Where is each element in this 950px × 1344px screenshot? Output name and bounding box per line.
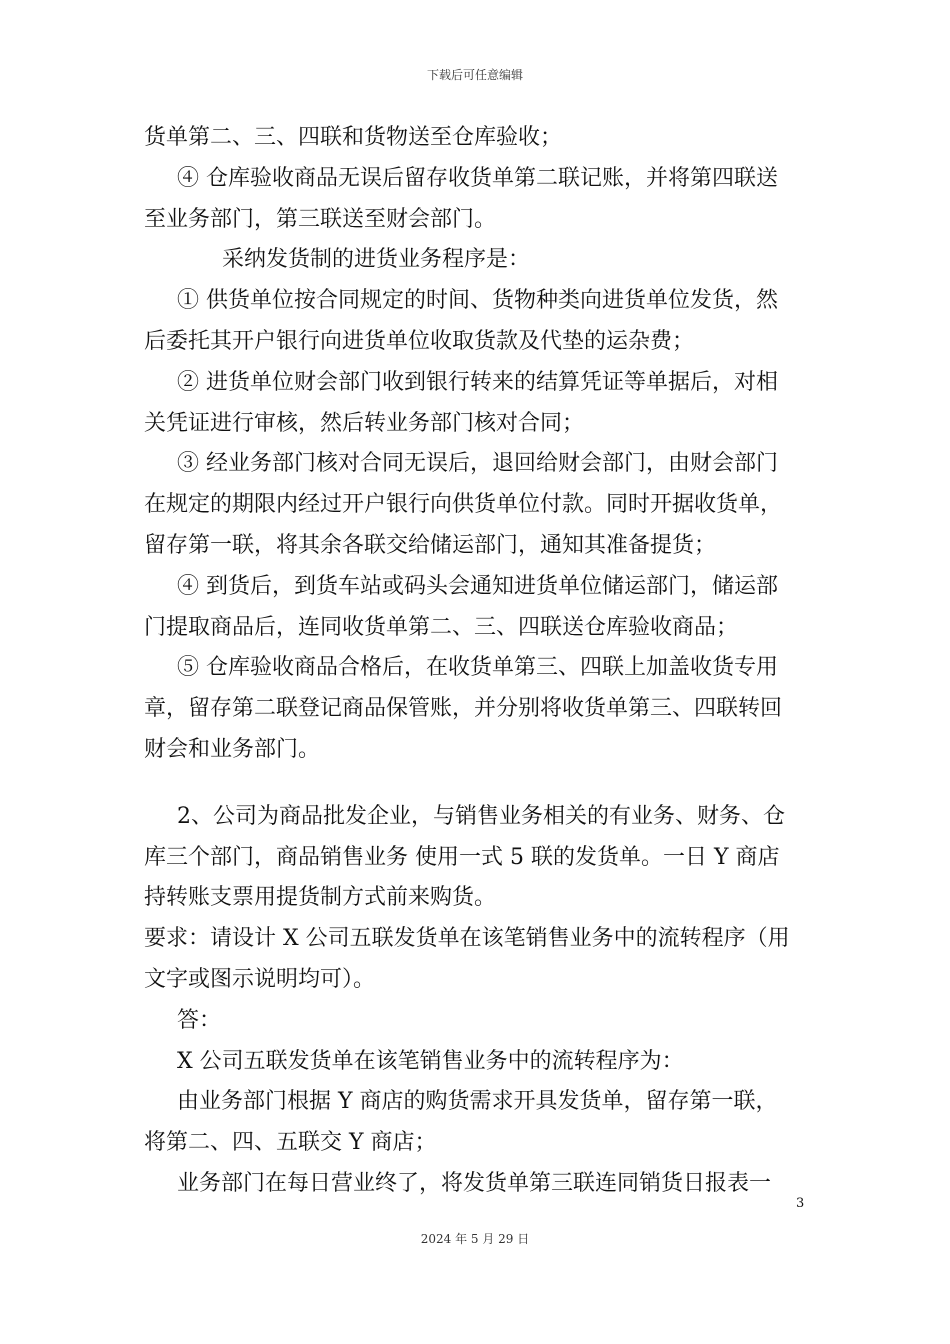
question-2: 2、公司为商品批发企业，与销售业务相关的有业务、财务、仓: [177, 803, 785, 829]
text-line: 将第二、四、五联交 Y 商店；: [144, 1130, 437, 1156]
text-line: 货单第二、三、四联和货物送至仓库验收；: [144, 125, 563, 150]
text-line: 文字或图示说明均可）。: [144, 966, 376, 992]
list-item-3: ③ 经业务部门核对合同无误后，退回给财会部门，由财会部门: [177, 451, 778, 477]
text-line: 持转账支票用提货制方式前来购货。: [144, 885, 497, 911]
text-line: 在规定的期限内经过开户银行向供货单位付款。同时开据收货单，: [144, 492, 783, 518]
requirement: 要求：请设计 X 公司五联发货单在该笔销售业务中的流转程序（用: [144, 926, 790, 952]
page-number: 3: [796, 1196, 805, 1211]
list-item-1: ① 供货单位按合同规定的时间、货物种类向进货单位发货，然: [177, 288, 778, 314]
answer-step: 由业务部门根据 Y 商店的购货需求开具发货单，留存第一联，: [177, 1089, 778, 1115]
answer-label: 答：: [177, 1007, 222, 1033]
text-line: 关凭证进行审核，然后转业务部门核对合同；: [144, 410, 585, 436]
answer-step: 业务部门在每日营业终了，将发货单第三联连同销货日报表一: [177, 1170, 772, 1196]
list-item-5: ⑤ 仓库验收商品合格后，在收货单第三、四联上加盖收货专用: [177, 655, 778, 681]
text-line: 库三个部门，商品销售业务 使用一式 5 联的发货单。一日 Y 商店: [144, 844, 780, 870]
answer-intro: X 公司五联发货单在该笔销售业务中的流转程序为：: [177, 1048, 684, 1074]
text-line: 财会和业务部门。: [144, 736, 321, 762]
text-line: 至业务部门，第三联送至财会部门。: [144, 206, 497, 232]
text-line: 门提取商品后，连同收货单第二、三、四联送仓库验收商品；: [144, 614, 739, 640]
list-item-4: ④ 仓库验收商品无误后留存收货单第二联记账，并将第四联送: [177, 165, 778, 191]
text-line: 后委托其开户银行向进货单位收取货款及代垫的运杂费；: [144, 328, 695, 354]
page-header: 下载后可任意编辑: [426, 68, 523, 82]
section-intro: 采纳发货制的进货业务程序是：: [222, 247, 531, 273]
document-body: [144, 118, 808, 1205]
page-footer-date: 2024 年 5 月 29 日: [420, 1232, 530, 1246]
paragraph-gap: [144, 771, 808, 797]
text-line: 章，留存第二联登记商品保管账，并分别将收货单第三、四联转回: [144, 696, 783, 722]
list-item-4: ④ 到货后，到货车站或码头会通知进货单位储运部门，储运部: [177, 573, 778, 599]
list-item-2: ② 进货单位财会部门收到银行转来的结算凭证等单据后，对相: [177, 369, 778, 395]
text-line: 留存第一联，将其余各联交给储运部门，通知其准备提货；: [144, 532, 717, 558]
